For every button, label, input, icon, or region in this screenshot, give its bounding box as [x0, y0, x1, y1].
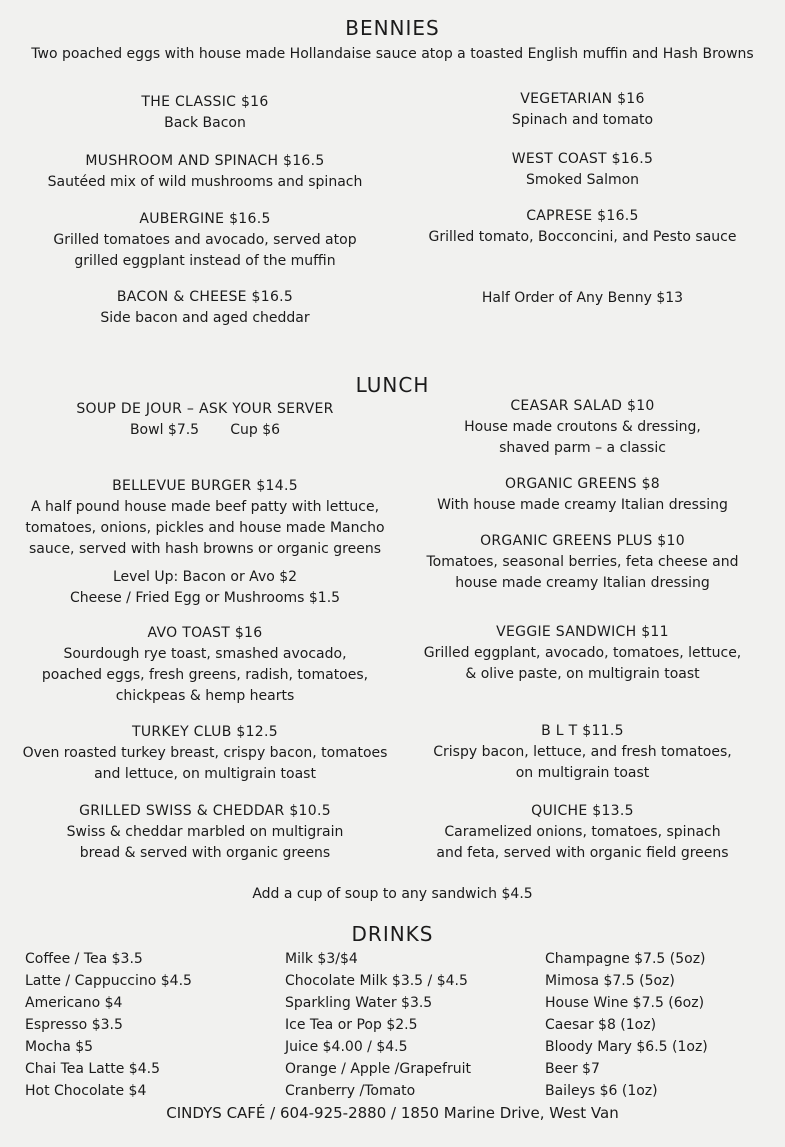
drink-item: Mocha $5: [25, 1039, 94, 1055]
item-name: AVO TOAST $16: [147, 625, 263, 641]
item-name: BELLEVUE BURGER $14.5: [112, 478, 298, 494]
drinks-column-2: [285, 948, 471, 1102]
drink-item: Milk $3/$4: [285, 951, 358, 967]
item-desc: With house made creamy Italian dressing: [437, 497, 728, 513]
menu-item: [20, 209, 390, 272]
menu-item: [400, 531, 765, 594]
drink-item: Coffee / Tea $3.5: [25, 951, 143, 967]
item-desc: house made creamy Italian dressing: [455, 575, 710, 591]
item-name: SOUP DE JOUR – ASK YOUR SERVER: [76, 401, 334, 417]
half-order-note: Half Order of Any Benny $13: [481, 290, 684, 306]
menu-item: [400, 149, 765, 191]
menu-item: [400, 206, 765, 248]
item-name: VEGETARIAN $16: [520, 91, 645, 107]
drink-item: Orange / Apple /Grapefruit: [285, 1061, 471, 1077]
item-name: TURKEY CLUB $12.5: [132, 724, 278, 740]
item-desc: & olive paste, on multigrain toast: [465, 666, 700, 682]
item-name: GRILLED SWISS & CHEDDAR $10.5: [79, 803, 331, 819]
drink-item: Cranberry /Tomato: [285, 1083, 416, 1099]
drink-item: Caesar $8 (1oz): [545, 1017, 657, 1033]
drinks-column-1: [25, 948, 192, 1102]
menu-item: [15, 722, 395, 785]
item-desc: Spinach and tomato: [511, 112, 654, 128]
drinks-column-3: [545, 948, 708, 1102]
menu-item: [400, 396, 765, 459]
item-name: THE CLASSIC $16: [141, 94, 269, 110]
item-name: VEGGIE SANDWICH $11: [496, 624, 669, 640]
menu-item: [15, 476, 395, 560]
drink-item: Beer $7: [545, 1061, 600, 1077]
item-desc: sauce, served with hash browns or organic greens: [29, 541, 381, 557]
drink-item: Chai Tea Latte $4.5: [25, 1061, 160, 1077]
item-desc: Sautéed mix of wild mushrooms and spinach: [47, 174, 363, 190]
drink-item: Sparkling Water $3.5: [285, 995, 433, 1011]
section-title-drinks: DRINKS: [351, 922, 434, 946]
section-title-lunch: LUNCH: [355, 373, 430, 397]
item-desc: Grilled tomato, Bocconcini, and Pesto sauce: [428, 229, 737, 245]
menu-item: [400, 801, 765, 864]
bennies-intro: Two poached eggs with house made Hollandaise sauce atop a toasted English muffin and Hash Browns: [31, 46, 754, 62]
item-name: BACON & CHEESE $16.5: [116, 289, 294, 305]
drink-item: Ice Tea or Pop $2.5: [285, 1017, 418, 1033]
menu-item: [20, 287, 390, 329]
item-desc: tomatoes, onions, pickles and house made Mancho: [25, 520, 385, 536]
menu-item: [20, 92, 390, 134]
item-desc: shaved parm – a classic: [499, 440, 666, 456]
item-desc: Grilled eggplant, avocado, tomatoes, lettuce,: [423, 645, 742, 661]
menu-item: [20, 151, 390, 193]
menu-item: [20, 801, 390, 864]
drink-item: Latte / Cappuccino $4.5: [25, 973, 192, 989]
menu-item: [400, 89, 765, 131]
item-name: MUSHROOM AND SPINACH $16.5: [85, 153, 325, 169]
item-name: Level Up: Bacon or Avo $2: [112, 569, 298, 585]
drink-item: Hot Chocolate $4: [25, 1083, 147, 1099]
item-desc: Tomatoes, seasonal berries, feta cheese and: [426, 554, 739, 570]
menu-item: [20, 623, 390, 707]
drink-item: Mimosa $7.5 (5oz): [545, 973, 675, 989]
footer-contact: CINDYS CAFÉ / 604-925-2880 / 1850 Marine Drive, West Van: [166, 1104, 619, 1122]
item-name: ORGANIC GREENS $8: [505, 476, 660, 492]
item-desc: Smoked Salmon: [525, 172, 640, 188]
item-desc: Cheese / Fried Egg or Mushrooms $1.5: [69, 590, 341, 606]
item-desc: chickpeas & hemp hearts: [115, 688, 295, 704]
drink-item: Bloody Mary $6.5 (1oz): [545, 1039, 708, 1055]
item-name: ORGANIC GREENS PLUS $10: [480, 533, 685, 549]
soup-add-note: Add a cup of soup to any sandwich $4.5: [252, 886, 533, 902]
item-desc: poached eggs, fresh greens, radish, tomatoes,: [41, 667, 369, 683]
item-desc: Back Bacon: [164, 115, 246, 131]
item-desc: A half pound house made beef patty with lettuce,: [30, 499, 380, 515]
menu-item: [20, 399, 390, 441]
drink-item: House Wine $7.5 (6oz): [545, 995, 705, 1011]
item-name: QUICHE $13.5: [531, 803, 634, 819]
item-desc: grilled eggplant instead of the muffin: [74, 253, 336, 269]
menu-item: [20, 567, 390, 609]
menu-item: [400, 622, 765, 685]
item-desc: Swiss & cheddar marbled on multigrain: [66, 824, 344, 840]
item-name: B L T $11.5: [541, 723, 624, 739]
item-desc: Bowl $7.5 Cup $6: [129, 422, 281, 438]
item-desc: and feta, served with organic field greens: [436, 845, 729, 861]
item-desc: Grilled tomatoes and avocado, served atop: [53, 232, 357, 248]
item-desc: Crispy bacon, lettuce, and fresh tomatoes,: [433, 744, 732, 760]
item-desc: and lettuce, on multigrain toast: [94, 766, 316, 782]
menu-item: [400, 721, 765, 784]
item-desc: Sourdough rye toast, smashed avocado,: [63, 646, 347, 662]
item-desc: on multigrain toast: [515, 765, 650, 781]
item-desc: House made croutons & dressing,: [464, 419, 701, 435]
drink-item: Baileys $6 (1oz): [545, 1083, 658, 1099]
item-desc: Side bacon and aged cheddar: [100, 310, 310, 326]
drink-item: Espresso $3.5: [25, 1017, 123, 1033]
item-name: CEASAR SALAD $10: [510, 398, 655, 414]
item-desc: bread & served with organic greens: [79, 845, 331, 861]
menu-item: [400, 474, 765, 516]
drink-item: Champagne $7.5 (5oz): [545, 951, 706, 967]
drink-item: Americano $4: [25, 995, 123, 1011]
drink-item: Juice $4.00 / $4.5: [285, 1039, 408, 1055]
item-name: CAPRESE $16.5: [526, 208, 639, 224]
section-title-bennies: BENNIES: [345, 16, 440, 40]
item-desc: Caramelized onions, tomatoes, spinach: [444, 824, 721, 840]
item-desc: Oven roasted turkey breast, crispy bacon, tomatoes: [22, 745, 388, 761]
drink-item: Chocolate Milk $3.5 / $4.5: [285, 973, 468, 989]
item-name: AUBERGINE $16.5: [139, 211, 271, 227]
item-name: WEST COAST $16.5: [511, 151, 654, 167]
